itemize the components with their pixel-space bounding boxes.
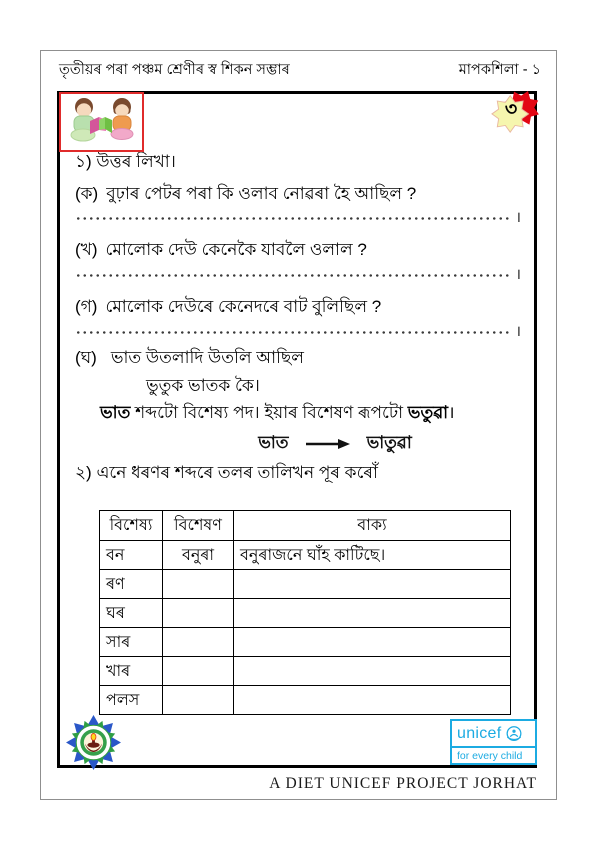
answer-line-ka [75, 207, 521, 225]
badge-number: ৩ [504, 99, 518, 120]
header-scale-label: মাপকশিলা - ১ [458, 62, 541, 78]
explanation-middle: শব্দটো বিশেষ্য পদ। ইয়াৰ বিশেষণ ৰূপটো [130, 403, 408, 422]
table-header-row [100, 511, 511, 541]
example-from-word: ভাত [258, 433, 289, 452]
unicef-wordmark: unicef [457, 725, 502, 742]
table-header-noun: বিশেষ্য [100, 511, 163, 541]
table-row [100, 570, 511, 599]
children-reading-icon [61, 94, 142, 150]
table-header-adjective: বিশেষণ [163, 511, 234, 541]
table-cell-noun: ৰণ [100, 570, 163, 599]
table-row [100, 541, 511, 570]
example-to-word: ভাতুৱা [366, 433, 412, 452]
question-kha-label: (খ) [75, 240, 98, 259]
table-cell-sentence [234, 686, 511, 715]
explanation-line [100, 401, 520, 425]
diet-emblem-icon [65, 714, 122, 771]
question-ga-label: (গ) [75, 297, 98, 316]
table-header-sentence: বাক্য [234, 511, 511, 541]
answer-terminator: । [515, 266, 521, 283]
answer-dots [75, 216, 512, 221]
section1-heading: ১) উত্তৰ লিখা। [75, 152, 176, 171]
page-number-badge [490, 87, 540, 137]
explanation-word2: ভতুৱা [407, 403, 449, 422]
table-cell-adjective [163, 599, 234, 628]
table-row [100, 628, 511, 657]
table-cell-sentence [234, 657, 511, 686]
table-cell-sentence [234, 570, 511, 599]
answer-terminator: । [515, 209, 521, 226]
verse-line1 [75, 346, 520, 370]
noun-adjective-table [99, 510, 511, 715]
header-title: তৃতীয়ৰ পৰা পঞ্চম শ্ৰেণীৰ স্ব শিকন সম্ভাৰ [59, 62, 290, 78]
unicef-globe-icon [505, 725, 523, 743]
explanation-word1: ভাত [100, 403, 131, 422]
worksheet-border-box [57, 91, 537, 768]
question-kha [75, 238, 520, 262]
question-ka [75, 182, 520, 206]
children-reading-illustration [59, 92, 144, 152]
unicef-logo-row [452, 721, 535, 746]
table-cell-adjective [163, 628, 234, 657]
question-ka-text: বুঢ়াৰ পেটৰ পৰা কি ওলাব নোৱৰা হৈ আছিল ? [106, 184, 417, 203]
answer-line-kha [75, 264, 521, 282]
table-cell-noun: খাৰ [100, 657, 163, 686]
question-ka-label: (ক) [75, 184, 99, 203]
example-transformation [210, 430, 460, 458]
verse-line1-text: ভাত উতলাদি উতলি আছিল [110, 348, 304, 367]
answer-terminator: । [515, 323, 521, 340]
answer-line-ga [75, 321, 521, 339]
question-gha-label: (ঘ) [75, 348, 97, 367]
unicef-logo-block [450, 719, 537, 765]
diet-emblem-logo [65, 714, 122, 771]
footer-project-credit: A DIET UNICEF PROJECT JORHAT [269, 775, 537, 792]
table-cell-sentence [234, 599, 511, 628]
section2-heading: ২) এনে ধৰণৰ শব্দৰে তলৰ তালিখন পূৰ কৰোঁ [75, 463, 378, 482]
right-arrow-icon [305, 438, 351, 450]
question-ga-text: মোলোক দেউৰে কেনেদৰে বাট বুলিছিল ? [105, 297, 382, 316]
question-kha-text: মোলোক দেউ কেনেকৈ যাবলৈ ওলাল ? [105, 240, 367, 259]
unicef-tagline: for every child [452, 746, 535, 763]
table-cell-adjective [163, 686, 234, 715]
table-row [100, 599, 511, 628]
table-cell-noun: সাৰ [100, 628, 163, 657]
table-cell-noun: ঘৰ [100, 599, 163, 628]
table-cell-adjective [163, 657, 234, 686]
answer-dots [75, 273, 512, 278]
answer-dots [75, 330, 512, 335]
table-cell-adjective: বনুৰা [163, 541, 234, 570]
verse-line2: ভুতুক ভাতক কৈ। [146, 376, 260, 395]
table-cell-sentence [234, 628, 511, 657]
explanation-end: । [448, 403, 455, 422]
table-cell-noun: পলস [100, 686, 163, 715]
table-row [100, 657, 511, 686]
table-cell-adjective [163, 570, 234, 599]
table-cell-noun: বন [100, 541, 163, 570]
table-cell-sentence: বনুৰাজনে ঘাঁহ কাটিছে। [234, 541, 511, 570]
table-row [100, 686, 511, 715]
question-ga [75, 295, 520, 319]
